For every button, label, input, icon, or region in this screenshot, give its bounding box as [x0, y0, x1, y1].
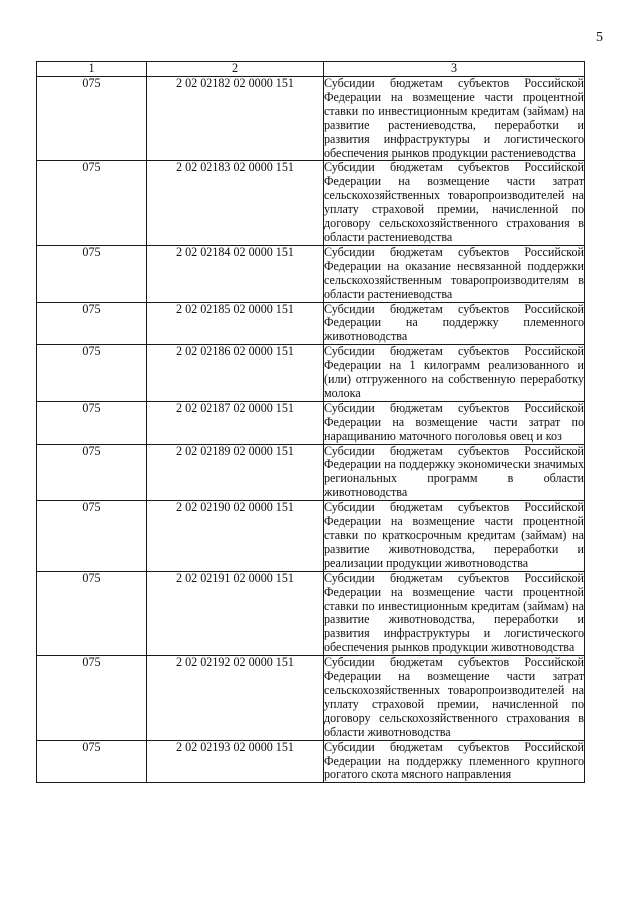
- admin-code-cell: 075: [37, 345, 147, 402]
- description-cell: Субсидии бюджетам субъектов Российской Федерации на 1 килограмм реализованного и (или) отгруженного на собственную переработку молока: [324, 344, 584, 400]
- budget-classification-code-cell: 2 02 02186 02 0000 151: [147, 345, 324, 402]
- description-cell: Субсидии бюджетам субъектов Российской Федерации на поддержку племенного крупного рогатого скота мясного направления: [324, 739, 584, 782]
- admin-code-cell: 075: [37, 401, 147, 444]
- table-row: [37, 77, 585, 161]
- admin-code-cell: 075: [37, 656, 147, 740]
- table-row: [37, 345, 585, 402]
- description-cell: Субсидии бюджетам субъектов Российской Федерации на возмещение части затрат по наращиванию маточного поголовья овец и коз: [324, 400, 584, 443]
- budget-classification-code-cell: 2 02 02183 02 0000 151: [147, 161, 324, 245]
- budget-classification-code-cell: 2 02 02185 02 0000 151: [147, 302, 324, 345]
- description-cell: Субсидии бюджетам субъектов Российской Федерации на возмещение части процентной ставки по инвестиционным кредитам (займам) на развитие растениеводства, переработки и развития инфраструктуры и логистического обеспечения рынков продукции растениеводства: [324, 76, 584, 160]
- header-row: [37, 62, 585, 77]
- admin-code-cell: 075: [37, 245, 147, 302]
- description-cell: Субсидии бюджетам субъектов Российской Федерации на возмещение части затрат сельскохозяйственных товаропроизводителей на уплату страховой премии, начисленной по договору сельскохозяйственного страхования в области животноводства: [324, 655, 584, 739]
- budget-classification-code-cell: 2 02 02191 02 0000 151: [147, 571, 324, 655]
- description-cell: Субсидии бюджетам субъектов Российской Федерации на возмещение части процентной ставки по инвестиционным кредитам (займам) на развитие животноводства, переработки и развития инфраструктуры и логистического обеспечения рынков продукции животноводства: [324, 570, 584, 655]
- table-row: [37, 571, 585, 655]
- description-cell: Субсидии бюджетам субъектов Российской Федерации на поддержку племенного животноводства: [324, 301, 584, 344]
- admin-code-cell: 075: [37, 77, 147, 161]
- table-row: [37, 501, 585, 572]
- admin-code-cell: 075: [37, 571, 147, 655]
- table-row: [37, 245, 585, 302]
- table-row: [37, 656, 585, 740]
- column-header-3: 3: [324, 62, 585, 77]
- admin-code-cell: 075: [37, 501, 147, 572]
- table-row: [37, 401, 585, 444]
- table-row: [37, 302, 585, 345]
- column-header-2: 2: [147, 62, 324, 77]
- description-cell: Субсидии бюджетам субъектов Российской Федерации на возмещение части процентной ставки по краткосрочным кредитам (займам) на развитие животноводства, переработки и реализации продукции животноводства: [324, 500, 584, 570]
- budget-classification-code-cell: 2 02 02192 02 0000 151: [147, 656, 324, 740]
- admin-code-cell: 075: [37, 161, 147, 245]
- budget-classification-code-cell: 2 02 02182 02 0000 151: [147, 77, 324, 161]
- budget-classification-code-cell: 2 02 02184 02 0000 151: [147, 245, 324, 302]
- table-row: [37, 444, 585, 501]
- column-header-1: 1: [37, 62, 147, 77]
- budget-classification-code-cell: 2 02 02190 02 0000 151: [147, 501, 324, 572]
- description-cell: Субсидии бюджетам субъектов Российской Федерации на поддержку экономически значимых региональных программ в области животноводства: [324, 443, 584, 500]
- admin-code-cell: 075: [37, 740, 147, 783]
- admin-code-cell: 075: [37, 444, 147, 501]
- table-row: [37, 740, 585, 783]
- budget-classification-code-cell: 2 02 02189 02 0000 151: [147, 444, 324, 501]
- budget-classification-code-cell: 2 02 02193 02 0000 151: [147, 740, 324, 783]
- description-cell: Субсидии бюджетам субъектов Российской Федерации на возмещение части затрат сельскохозяйственных товаропроизводителей на уплату страховой премии, начисленной по договору сельскохозяйственного страхования в области растениеводства: [324, 160, 584, 244]
- table-row: [37, 161, 585, 245]
- budget-codes-table: [36, 61, 585, 783]
- budget-classification-code-cell: 2 02 02187 02 0000 151: [147, 401, 324, 444]
- description-cell: Субсидии бюджетам субъектов Российской Федерации на оказание несвязанной поддержки сельскохозяйственным товаропроизводителям в области растениеводства: [324, 244, 584, 301]
- admin-code-cell: 075: [37, 302, 147, 345]
- page-number: 5: [596, 30, 603, 45]
